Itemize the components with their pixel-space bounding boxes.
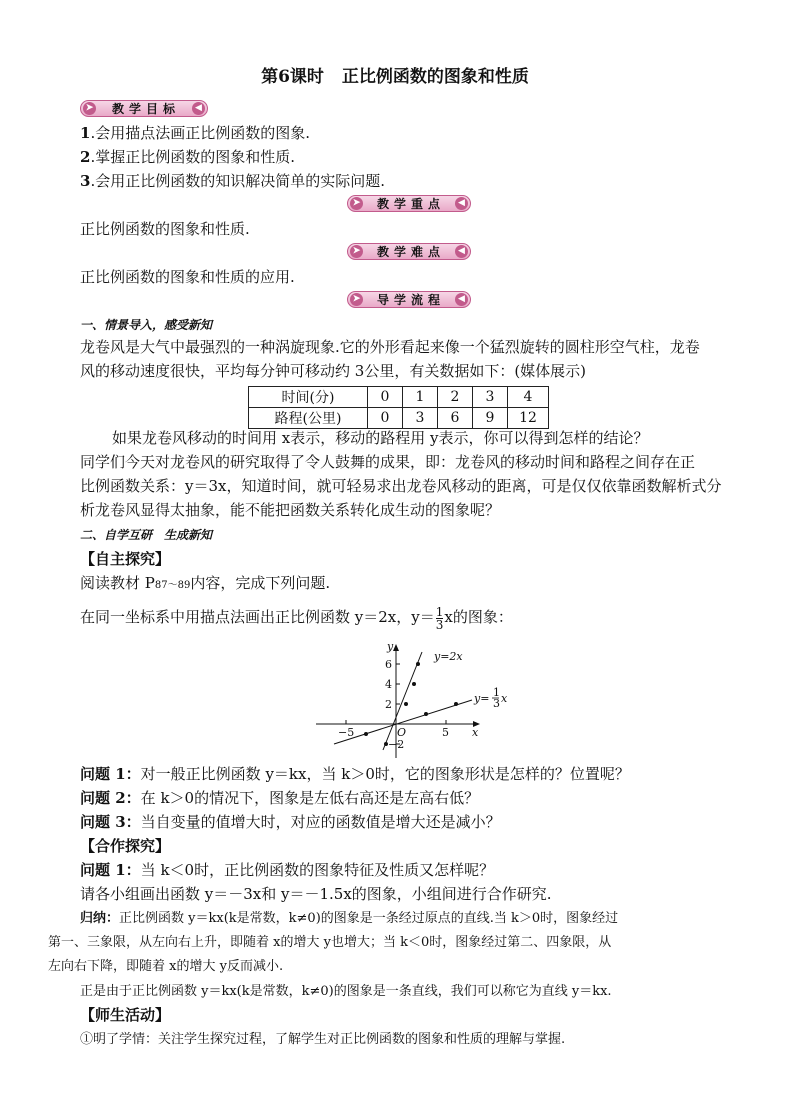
tornado-question: 如果龙卷风移动的时间用 x表示，移动的路程用 y表示，你可以得到怎样的结论？ [112,429,649,447]
plot-point [412,682,416,686]
plot-point [416,662,420,666]
plot-point [404,702,408,706]
reading-instruction: 阅读教材 P87～89内容，完成下列问题. [80,574,331,592]
key-points-text: 正比例函数的图象和性质. [80,220,250,238]
objective-3: 3.会用正比例函数的知识解决简单的实际问题. [80,172,385,190]
y-tick-label: 4 [385,678,392,691]
question-2: 问题 2：在 k＞0的情况下，图象是左低右高还是左高右低？ [80,789,480,807]
intro-paragraph-line-1: 龙卷风是大气中最强烈的一种涡旋现象.它的外形看起来像一个猛烈旋转的圆柱形空气柱，龙卷 [80,338,700,356]
plot-point [454,702,458,706]
x-tick-label: −5 [338,726,355,739]
y-axis-arrow-icon [393,644,399,651]
summary-line-3: 左向右下降，即随着 x的增大 y反而减小. [48,959,284,974]
question-3: 问题 3：当自变量的值增大时，对应的函数值是增大还是减小？ [80,813,501,831]
summary-line-1: 归纳：正比例函数 y＝kx(k是常数，k≠0)的图象是一条经过原点的直线.当 k＞0时，图象经过 [80,911,619,926]
label-y-third-num: 1 [493,686,500,699]
arrow-right-icon: ➤ [350,245,363,258]
proportional-function-graph [310,640,520,760]
origin-label: O [397,726,407,739]
tornado-conclusion-line-1: 同学们今天对龙卷风的研究取得了令人鼓舞的成果，即：龙卷风的移动时间和路程之间存在正 [80,453,696,471]
objective-2: 2.掌握正比例函数的图象和性质. [80,148,295,166]
tornado-conclusion-line-3: 析龙卷风显得太抽象，能不能把函数关系转化成生动的图象呢？ [80,501,501,519]
tornado-conclusion-line-2: 比例函数关系：y＝3x，知道时间，就可轻易求出龙卷风移动的距离，可是仅仅依靠函数解析式分 [80,477,722,495]
section-2-heading: 二、自学互研 生成新知 [80,528,213,542]
badge-difficulties: ➤ 教学难点 ◀ [347,243,471,260]
teacher-activity-item-1: ①明了学情：关注学生探究过程，了解学生对正比例函数的图象和性质的理解与掌握. [80,1032,566,1047]
page-title [0,62,790,87]
label-y-third-den: 3 [493,697,500,710]
coop-question-1: 问题 1：当 k＜0时，正比例函数的图象特征及性质又怎样呢？ [80,861,495,879]
arrow-left-icon: ◀ [455,245,468,258]
tornado-data-table [248,386,549,429]
y-axis-label: y [387,640,394,653]
summary-line-2: 第一、三象限，从左向右上升，即随着 x的增大 y也增大；当 k＜0时，图象经过第二、四象限，从 [48,935,612,950]
self-explore-heading: 【自主探究】 [80,550,171,568]
y-tick-label: 2 [385,698,392,711]
lesson-topic: 正比例函数的图象和性质 [341,67,529,87]
y-tick-label: −2 [388,738,405,751]
draw-instruction: 在同一坐标系中用描点法画出正比例函数 y＝2x，y＝ $\frac{1}{3}$ x的图象： [80,604,513,632]
x-tick-label: 5 [442,726,449,739]
teacher-activity-heading: 【师生活动】 [80,1006,171,1024]
lesson-number: 第6课时 [261,67,324,87]
coop-explore-heading: 【合作探究】 [80,837,171,855]
badge-process: ➤ 导学流程 ◀ [347,291,471,308]
x-axis-label: x [472,726,479,739]
table-row: 路程(公里) 0 3 6 9 12 [249,408,549,429]
label-y-third-post: x [501,692,508,705]
table-row: 时间(分) 0 1 2 3 4 [249,387,549,408]
label-y-third-pre: y= [474,692,490,705]
arrow-left-icon: ◀ [455,293,468,306]
difficulties-text: 正比例函数的图象和性质的应用. [80,268,295,286]
plot-point [364,732,368,736]
question-1: 问题 1：对一般正比例函数 y＝kx，当 k＞0时，它的图象形状是怎样的？位置呢？ [80,765,630,783]
arrow-left-icon: ◀ [455,197,468,210]
y-tick-label: 6 [385,658,392,671]
plot-point [424,712,428,716]
arrow-right-icon: ➤ [83,102,96,115]
section-1-heading: 一、情景导入，感受新知 [80,318,213,332]
coop-task: 请各小组画出函数 y＝－3x和 y＝－1.5x的图象，小组间进行合作研究. [80,885,552,903]
badge-key-points: ➤ 教学重点 ◀ [347,195,471,212]
arrow-right-icon: ➤ [350,293,363,306]
summary-line-4: 正是由于正比例函数 y＝kx(k是常数，k≠0)的图象是一条直线，我们可以称它为直线 y＝kx. [80,984,612,999]
arrow-left-icon: ◀ [192,102,205,115]
badge-objectives: ➤ 教学目标 ◀ [80,100,208,117]
label-y-2x: y=2x [434,650,463,663]
arrow-right-icon: ➤ [350,197,363,210]
intro-paragraph-line-2: 风的移动速度很快，平均每分钟可移动约 3公里，有关数据如下：(媒体展示) [80,362,587,380]
objective-1: 1.会用描点法画正比例函数的图象. [80,124,310,142]
